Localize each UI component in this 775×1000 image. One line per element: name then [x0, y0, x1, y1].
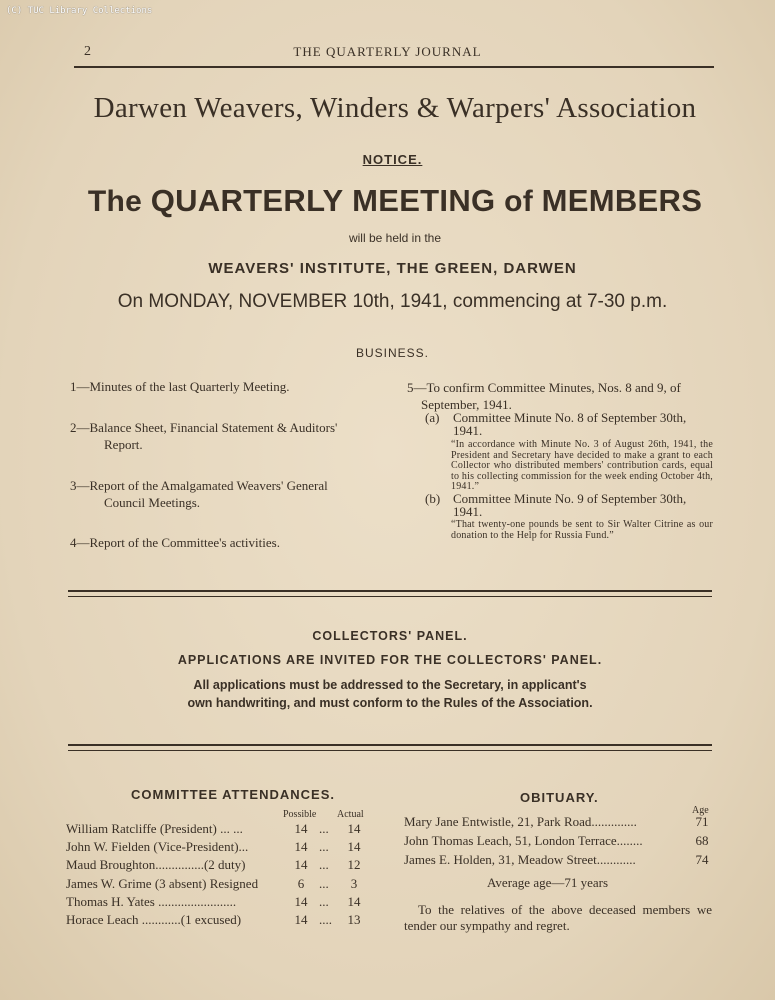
table-row — [66, 894, 376, 912]
minute-a-title — [453, 411, 715, 437]
business-item-4 — [70, 534, 390, 551]
attendance-actual: 14 — [347, 839, 361, 854]
section-divider — [68, 590, 712, 597]
leader-dots: .... — [319, 912, 332, 927]
deceased-age: 74 — [695, 852, 709, 867]
business-item-3 — [70, 477, 390, 511]
deceased-name: James E. Holden, 31, Meadow Street............ — [404, 852, 636, 867]
average-age: Average age—71 years — [487, 875, 609, 890]
attendee-name: Maud Broughton...............(2 duty) — [66, 857, 246, 872]
business-item-text: 2—Balance Sheet, Financial Statement & Auditors' — [70, 420, 338, 435]
attendee-name: Horace Leach ............(1 excused) — [66, 912, 242, 927]
minute-b-quote: “That twenty-one pounds be sent to Sir Walter Citrine as our donation to the Help for Russia Fund.” — [451, 519, 713, 541]
business-item-text-cont: September, 1941. — [421, 397, 512, 412]
table-row — [66, 839, 376, 857]
attendee-name: John W. Fielden (Vice-President)... — [66, 839, 249, 854]
collectors-instructions — [170, 676, 610, 712]
attendee-name: James W. Grime (3 absent) Resigned — [66, 876, 259, 891]
collectors-line1: All applications must be addressed to the Secretary, in applicant's — [193, 678, 587, 692]
sympathy-message: To the relatives of the above deceased members we tender our sympathy and regret. — [404, 902, 712, 933]
header-rule — [74, 66, 714, 68]
attendance-possible: 14 — [294, 821, 308, 836]
deceased-name: Mary Jane Entwistle, 21, Park Road.............. — [404, 814, 637, 829]
headline-members: MEMBERS — [541, 183, 703, 218]
meeting-headline — [0, 183, 775, 219]
section-divider — [68, 744, 712, 751]
deceased-age: 68 — [695, 833, 709, 848]
association-name: Darwen Weavers, Winders & Warpers' Association — [93, 92, 697, 124]
business-item-text-cont: Report. — [104, 437, 143, 452]
business-item-1 — [70, 378, 390, 395]
deceased-name: John Thomas Leach, 51, London Terrace........ — [404, 833, 643, 848]
collectors-applications: APPLICATIONS ARE INVITED FOR THE COLLECTORS' PANEL. — [177, 653, 603, 667]
collectors-line2: own handwriting, and must conform to the Rules of the Association. — [187, 696, 593, 710]
attendance-possible: 14 — [294, 912, 308, 927]
attendee-name: Thomas H. Yates ........................ — [66, 894, 237, 909]
minute-b-line2: 1941. — [453, 504, 483, 519]
business-item-2 — [70, 419, 390, 453]
table-row — [66, 876, 376, 894]
leader-dots: ... — [319, 821, 329, 836]
business-item-text-cont: Council Meetings. — [104, 495, 201, 510]
business-item-5 — [407, 379, 717, 413]
attendance-actual: 13 — [347, 912, 361, 927]
headline-meeting: MEETING — [352, 183, 496, 218]
meeting-date: On MONDAY, NOVEMBER 10th, 1941, commencing at 7-30 p.m. — [117, 291, 668, 312]
leader-dots: ... — [319, 857, 329, 872]
col-header-actual: Actual — [337, 809, 364, 820]
attendance-possible: 14 — [294, 894, 308, 909]
journal-title: THE QUARTERLY JOURNAL — [293, 44, 482, 59]
minute-a-line1: Committee Minute No. 8 of September 30th, — [453, 410, 687, 425]
attendance-possible: 14 — [294, 839, 308, 854]
business-item-text: 3—Report of the Amalgamated Weavers' General — [70, 478, 328, 493]
leader-dots: ... — [319, 894, 329, 909]
leader-dots: ... — [319, 839, 329, 854]
minute-b-line1: Committee Minute No. 9 of September 30th, — [453, 491, 687, 506]
table-row — [66, 857, 376, 875]
attendance-actual: 14 — [347, 894, 361, 909]
table-row — [66, 912, 376, 930]
attendance-actual: 14 — [347, 821, 361, 836]
minute-b-title — [453, 492, 715, 518]
minute-a-label: (a) — [425, 410, 440, 425]
attendee-name: William Ratcliffe (President) ... ... — [66, 821, 243, 836]
headline-the: The — [87, 185, 143, 218]
col-header-age: Age — [692, 805, 709, 816]
minute-a-line2: 1941. — [453, 423, 483, 438]
page-number: 2 — [84, 44, 91, 59]
attendance-possible: 14 — [294, 857, 308, 872]
table-row — [404, 852, 714, 870]
business-heading: BUSINESS. — [355, 346, 430, 360]
obituary-title: OBITUARY. — [520, 790, 599, 805]
business-item-text: 1—Minutes of the last Quarterly Meeting. — [70, 379, 290, 394]
business-item-text: 5—To confirm Committee Minutes, Nos. 8 and 9, of — [407, 380, 681, 395]
headline-quarterly: QUARTERLY — [150, 183, 344, 218]
col-header-possible: Possible — [283, 809, 317, 820]
will-be-held-text: will be held in the — [348, 231, 442, 245]
minute-b-label: (b) — [425, 491, 441, 506]
deceased-age: 71 — [695, 814, 709, 829]
table-row — [404, 833, 714, 851]
business-item-text: 4—Report of the Committee's activities. — [70, 535, 280, 550]
notice-heading: NOTICE. — [362, 152, 423, 167]
attendance-actual: 3 — [350, 876, 358, 891]
headline-of: of — [504, 185, 533, 218]
table-row — [404, 814, 714, 832]
table-row — [66, 821, 376, 839]
meeting-venue: WEAVERS' INSTITUTE, THE GREEN, DARWEN — [208, 260, 577, 277]
attendance-possible: 6 — [297, 876, 305, 891]
watermark: (C) TUC Library Collections — [6, 6, 153, 16]
collectors-panel-title: COLLECTORS' PANEL. — [312, 629, 468, 643]
attendance-actual: 12 — [347, 857, 361, 872]
minute-a-quote: “In accordance with Minute No. 3 of August 26th, 1941, the President and Secretary have decided to make a grant to each Collector who distributed members' contribution cards, equal to his collecting commission for the week ending October 4th, 1941.” — [451, 439, 713, 492]
leader-dots: ... — [319, 876, 329, 891]
committee-attendances-title: COMMITTEE ATTENDANCES. — [131, 787, 335, 802]
